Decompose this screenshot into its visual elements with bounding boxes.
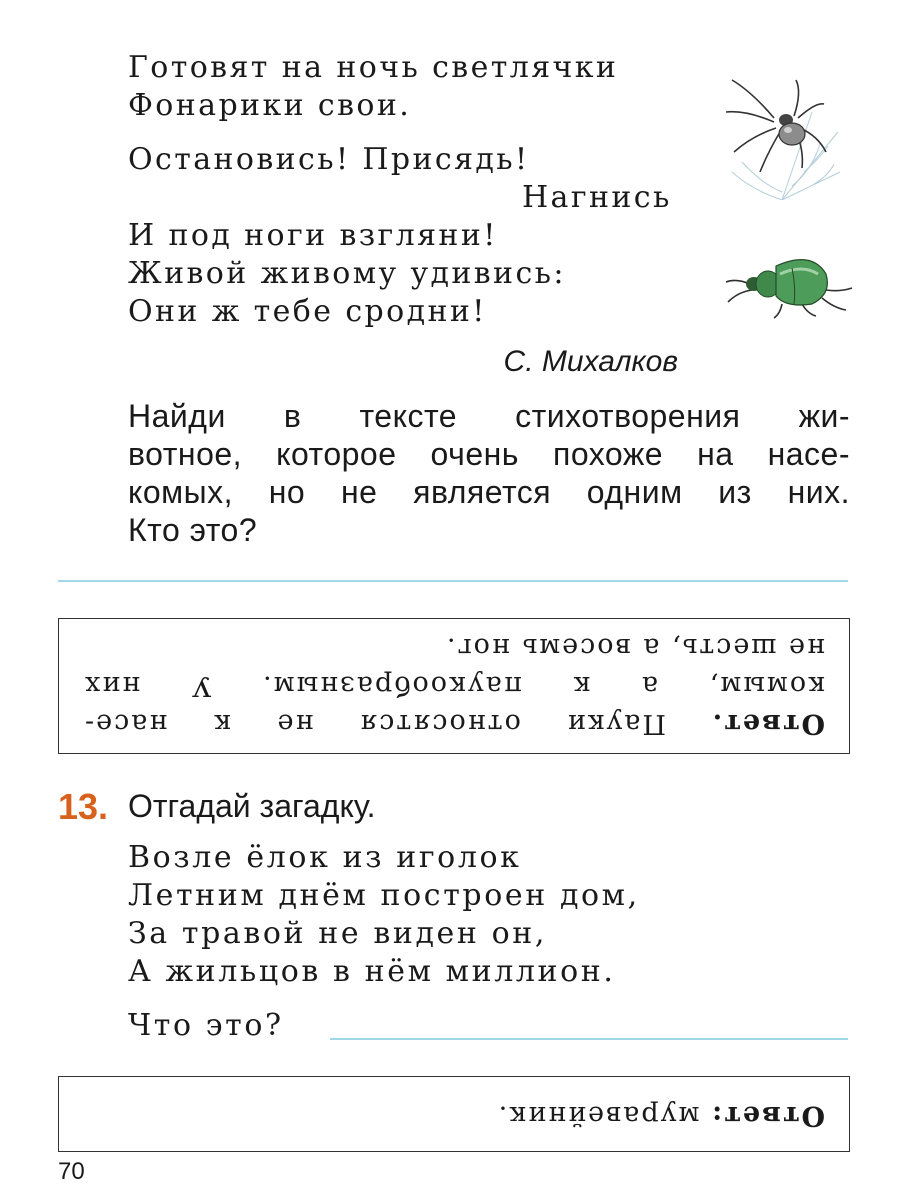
poem-author: С. Михалков bbox=[503, 345, 678, 378]
riddle-line: Летним днём построен дом, bbox=[128, 878, 640, 913]
answer-1-label: Ответ. bbox=[710, 708, 825, 739]
poem-line: И под ноги взгляни! bbox=[128, 218, 498, 253]
riddle-question: Что это? bbox=[128, 1008, 284, 1043]
answer-1-text: Пауки относятся не к насе- bbox=[83, 708, 666, 739]
answer-line[interactable] bbox=[330, 1038, 848, 1040]
answer-2-line bbox=[83, 1100, 825, 1131]
answer-1-line bbox=[83, 708, 825, 739]
task-title: Отгадай загадку. bbox=[128, 788, 376, 824]
answer-box-1 bbox=[58, 618, 850, 754]
poem-line: Живой живому удивись: bbox=[128, 256, 566, 291]
answer-2-label: Ответ: bbox=[710, 1100, 825, 1131]
answer-box-2 bbox=[58, 1076, 850, 1152]
poem-line: Фонарики свои. bbox=[128, 88, 412, 123]
beetle-icon bbox=[722, 244, 856, 320]
question-line: вотное, которое очень похоже на насе- bbox=[128, 436, 850, 472]
question-line: Кто это? bbox=[128, 512, 258, 548]
spider-icon bbox=[712, 72, 842, 200]
answer-1-line: не шесть, а восемь ног. bbox=[444, 632, 825, 663]
answer-1-line: комым, а к паукообразным. У них bbox=[83, 670, 825, 701]
answer-2-text: муравейник. bbox=[496, 1100, 700, 1131]
poem-line: Они ж тебе сродни! bbox=[128, 294, 487, 329]
answer-2-content bbox=[59, 1077, 849, 1151]
question-line: комых, но не является одним из них. bbox=[128, 474, 850, 510]
riddle-line: Возле ёлок из иголок bbox=[128, 840, 522, 875]
question-line: Найди в тексте стихотворения жи- bbox=[128, 398, 850, 434]
answer-1-content bbox=[59, 619, 849, 753]
task-number: 13. bbox=[58, 786, 109, 827]
riddle-line: За травой не виден он, bbox=[128, 916, 548, 951]
poem-line: Остановись! Присядь! bbox=[128, 142, 530, 177]
poem-line: Нагнись bbox=[522, 180, 672, 215]
poem-line: Готовят на ночь светлячки bbox=[128, 50, 619, 85]
page-number: 70 bbox=[58, 1158, 85, 1185]
answer-rule bbox=[58, 580, 848, 582]
riddle-line: А жильцов в нём миллион. bbox=[128, 954, 616, 989]
